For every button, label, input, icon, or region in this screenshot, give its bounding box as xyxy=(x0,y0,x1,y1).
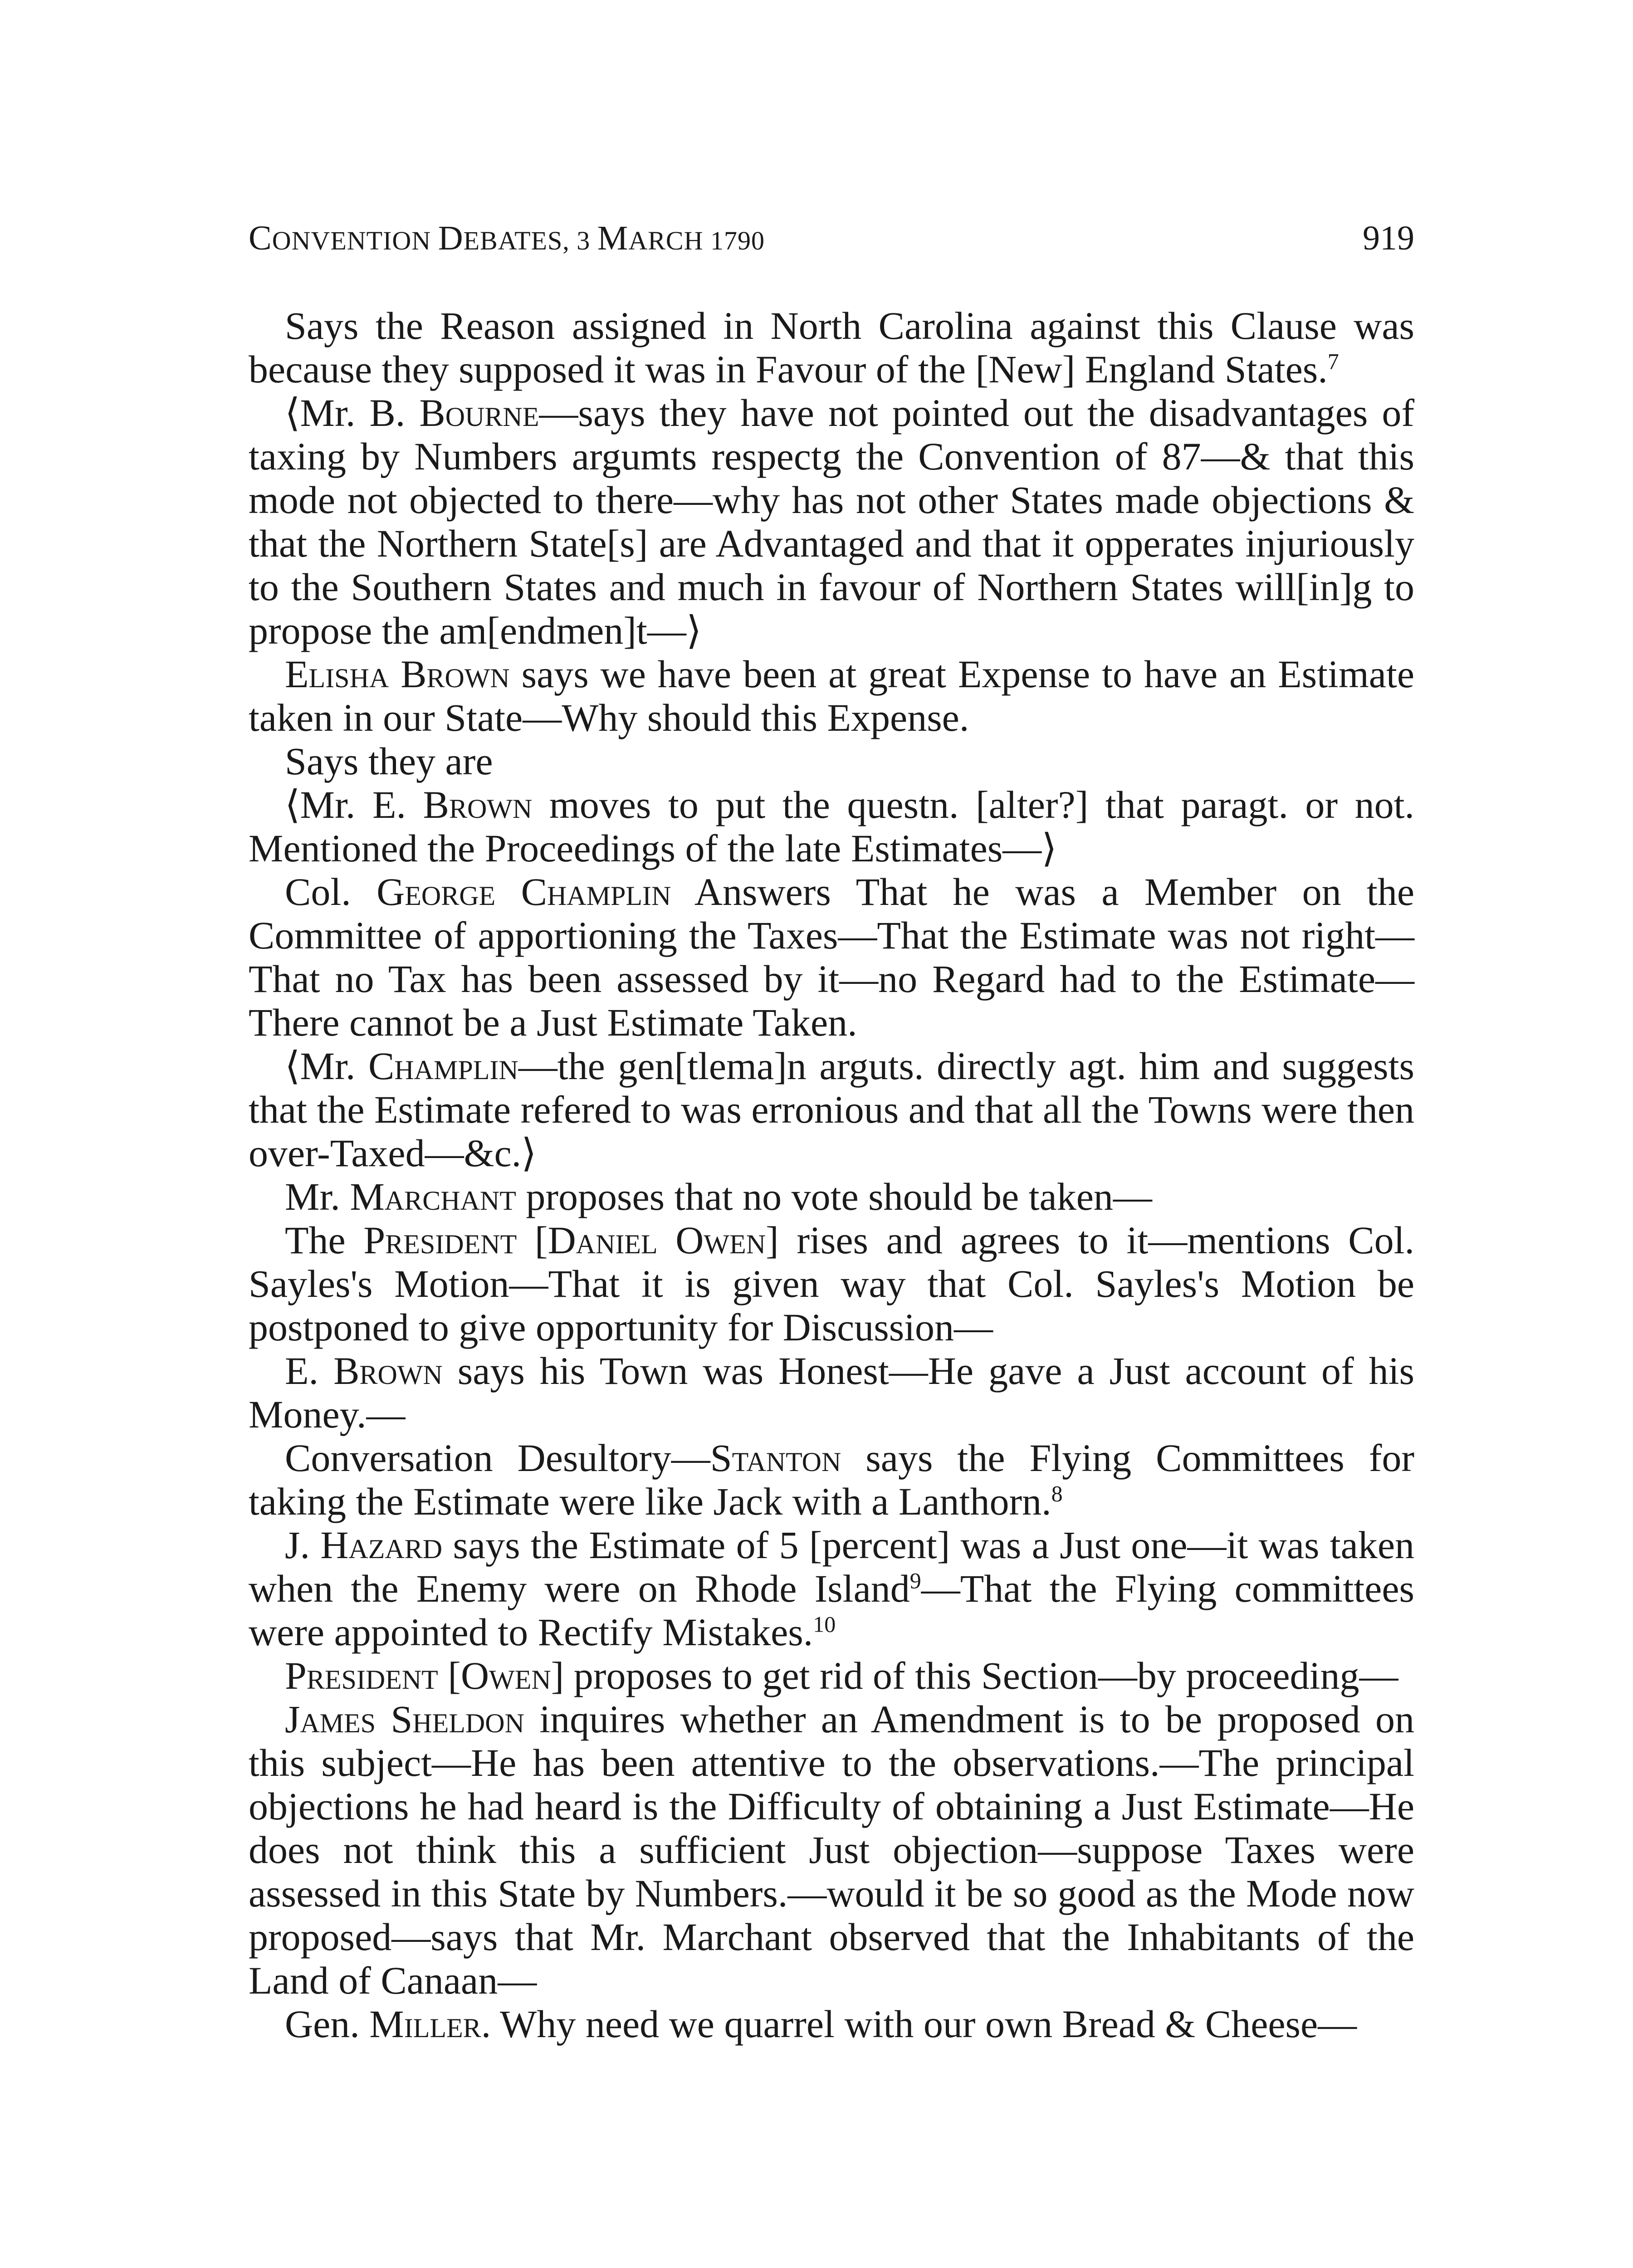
text-segment: proposes that no vote should be taken— xyxy=(516,1175,1152,1218)
speaker-name: Daniel Owen xyxy=(548,1218,766,1262)
speaker-name: Stanton xyxy=(710,1436,841,1480)
text-segment: Col. xyxy=(285,870,377,914)
speaker-name: Brown xyxy=(333,1349,443,1393)
speaker-name: Miller xyxy=(369,2002,481,2046)
paragraph xyxy=(249,304,1414,391)
running-head-part: EBATES, 3 xyxy=(463,226,597,255)
text-segment: —says they have not pointed out the disadvantages of taxing by Numbers argumts respectg the Convention of 87—& that this mode not objected to there—why has not other States made objections & that the Northern State[s] are Advantaged and that it opperates injuriously to the Southern States and much in favour of Northern States will[in]g to propose the am[endmen]t—⟩ xyxy=(249,391,1414,652)
text-segment: Mr. xyxy=(285,1175,350,1218)
running-head-part: D xyxy=(438,219,464,257)
speaker-name: Marchant xyxy=(350,1175,516,1218)
text-segment: inquires whether an Amendment is to be proposed on this subject—He has been attentive to the observations.—The principal objections he had heard is the Difficulty of obtaining a Just Estimate—He does not think this a sufficient Just objection—suppose Taxes were assessed in this State by Numbers.—would it be so good as the Mode now proposed—says that Mr. Marchant observed that the Inhabitants of the Land of Canaan— xyxy=(249,1697,1414,2002)
text-segment: The xyxy=(285,1218,364,1262)
text-segment: says his Town was Honest—He gave a Just account of his Money.— xyxy=(249,1349,1414,1436)
footnote-ref: 9 xyxy=(909,1568,921,1593)
speaker-name: Owen xyxy=(460,1654,551,1697)
text-segment: ] rises and agrees to it—mentions Col. Sayles's Motion—That it is given way that Col. Sayles's Motion be postponed to give opportunity for Discussion— xyxy=(249,1218,1415,1349)
speaker-name: Elisha Brown xyxy=(285,652,510,696)
footnote-ref: 8 xyxy=(1051,1481,1063,1506)
text-segment: ⟨Mr. E. xyxy=(285,783,423,826)
text-segment: [ xyxy=(517,1218,548,1262)
running-head-part: ARCH 1790 xyxy=(628,226,765,255)
text-segment: . Why need we quarrel with our own Bread & Cheese— xyxy=(481,2002,1357,2046)
footnote-ref: 7 xyxy=(1327,348,1339,374)
page-header xyxy=(249,213,1414,263)
footnote-ref: 10 xyxy=(813,1611,836,1637)
text-segment: —the gen[tlema]n arguts. directly agt. him and suggests that the Estimate refered to was erronious and that all the Towns were then over-Taxed—&c.⟩ xyxy=(249,1044,1414,1175)
text-segment: J. xyxy=(285,1523,321,1567)
running-head-part: M xyxy=(597,219,629,257)
text-segment: Conversation Desultory— xyxy=(285,1436,710,1480)
text-segment: ⟨Mr. B. xyxy=(285,391,420,435)
text-segment: E. xyxy=(285,1349,334,1393)
speaker-name: President xyxy=(285,1654,438,1697)
paragraph xyxy=(249,652,1414,739)
paragraph xyxy=(249,1044,1414,1175)
text-segment: Says the Reason assigned in North Carolina against this Clause was because they supposed it was in Favour of the [New] England States. xyxy=(249,304,1414,391)
text-segment: [ xyxy=(438,1654,461,1697)
text-segment: Says they are xyxy=(285,739,493,783)
paragraph xyxy=(249,783,1414,870)
text-segment: moves to put the questn. [alter?] that paragt. or not. Mentioned the Proceedings of the late Estimates—⟩ xyxy=(249,783,1414,870)
speaker-name: Hazard xyxy=(320,1523,443,1567)
text-segment: —That the Flying committees were appointed to Rectify Mistakes. xyxy=(249,1567,1414,1654)
paragraph xyxy=(249,1523,1414,1654)
paragraph xyxy=(249,739,1414,783)
paragraph xyxy=(249,1654,1414,1697)
text-segment: ⟨Mr. xyxy=(285,1044,368,1088)
speaker-name: President xyxy=(363,1218,517,1262)
text-segment: says we have been at great Expense to have an Estimate taken in our State—Why should this Expense. xyxy=(249,652,1415,739)
body-text xyxy=(249,304,1414,2046)
paragraph xyxy=(249,1697,1414,2002)
paragraph xyxy=(249,1218,1414,1349)
text-segment: Answers That he was a Member on the Committee of apportioning the Taxes—That the Estimate was not right—That no Tax has been assessed by it—no Regard had to the Estimate—There cannot be a Just Estimate Taken. xyxy=(249,870,1414,1044)
page-number: 919 xyxy=(1363,219,1414,257)
page xyxy=(249,213,1414,2046)
paragraph xyxy=(249,1349,1414,1436)
paragraph xyxy=(249,870,1414,1044)
paragraph xyxy=(249,391,1414,652)
running-head-part: ONVENTION xyxy=(272,226,438,255)
speaker-name: Brown xyxy=(423,783,533,826)
running-head xyxy=(249,213,765,266)
text-segment: says the Estimate of 5 [percent] was a Just one—it was taken when the Enemy were on Rhode Island xyxy=(249,1523,1415,1610)
speaker-name: Bourne xyxy=(419,391,539,435)
speaker-name: James Sheldon xyxy=(285,1697,524,1741)
paragraph xyxy=(249,2002,1414,2046)
text-segment: says the Flying Committees for taking the Estimate were like Jack with a Lanthorn. xyxy=(249,1436,1414,1523)
running-head-part: C xyxy=(249,219,272,257)
paragraph xyxy=(249,1436,1414,1523)
text-segment: Gen. xyxy=(285,2002,370,2046)
paragraph xyxy=(249,1175,1414,1218)
text-segment: ] proposes to get rid of this Section—by proceeding— xyxy=(551,1654,1398,1697)
speaker-name: George Champlin xyxy=(376,870,671,914)
speaker-name: Champlin xyxy=(368,1044,518,1088)
